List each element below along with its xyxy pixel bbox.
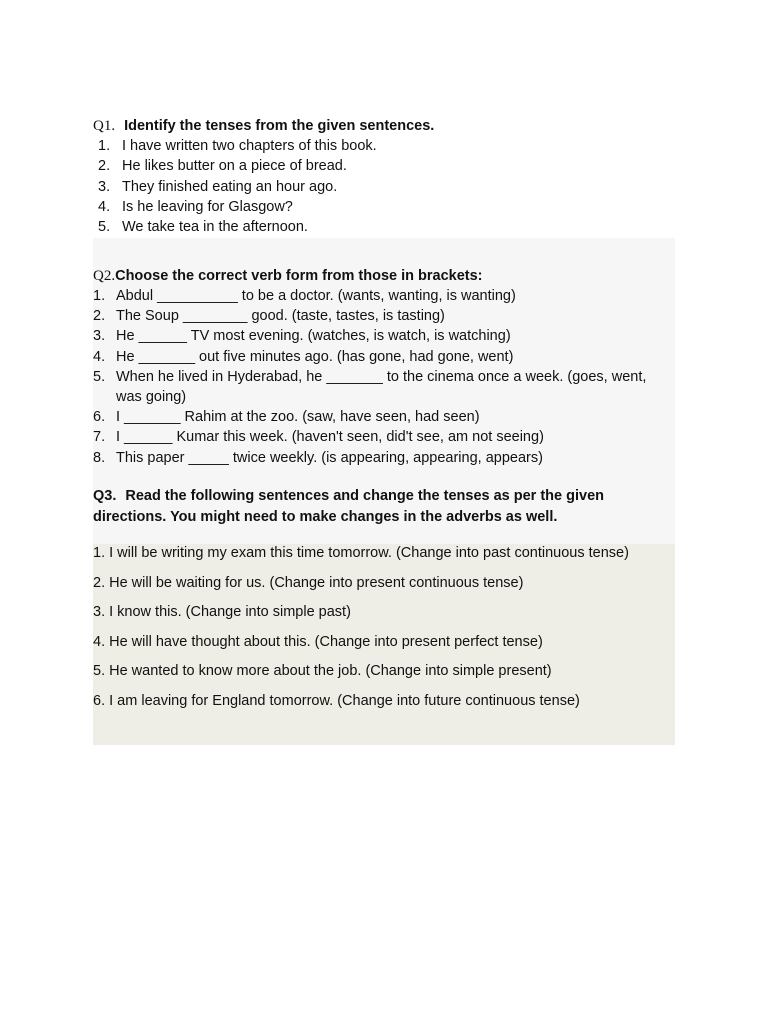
list-item (93, 197, 675, 217)
item-number: 2. (98, 158, 111, 175)
question-1 (93, 116, 675, 237)
question-2-label: Q2. (93, 268, 116, 284)
question-2-heading (93, 266, 675, 286)
list-item: 5. He wanted to know more about the job. (Change into simple present) (93, 663, 552, 680)
item-number: 5. (93, 368, 106, 385)
question-2-list (93, 286, 675, 468)
item-number: 4. (98, 198, 111, 215)
item-number: 1. (98, 138, 111, 154)
question-1-list (93, 136, 675, 237)
item-text: He _______ out five minutes ago. (has gone, had gone, went) (116, 348, 514, 365)
item-text: Abdul __________ to be a doctor. (wants, wanting, is wanting) (116, 288, 516, 304)
item-text: They finished eating an hour ago. (122, 178, 338, 195)
item-text: I have written two chapters of this book. (122, 138, 377, 154)
item-number: 5. (98, 219, 111, 236)
item-text: I ______ Kumar this week. (haven't seen, did't see, am not seeing) (116, 429, 544, 446)
item-number: 2. (93, 308, 106, 325)
item-number: 1. (93, 288, 106, 304)
question-1-label: Q1. (93, 118, 116, 134)
item-number: 4. (93, 348, 106, 365)
item-number: 7. (93, 429, 106, 446)
question-3-list (93, 542, 675, 720)
list-item (93, 326, 675, 346)
list-item (93, 156, 675, 176)
list-item (93, 347, 675, 367)
question-3-title: Read the following sentences and change the tenses as per the given directions. You might need to make changes in the adverbs as well. (93, 488, 604, 525)
list-item: 6. I am leaving for England tomorrow. (Change into future continuous tense) (93, 692, 580, 709)
list-item (93, 448, 675, 468)
list-item (93, 407, 675, 427)
item-text: When he lived in Hyderabad, he _______ to the cinema once a week. (goes, went, was going) (116, 368, 647, 406)
item-text: We take tea in the afternoon. (122, 219, 308, 236)
list-item (93, 367, 675, 407)
list-item (93, 136, 675, 156)
item-number: 6. (93, 409, 106, 426)
item-number: 3. (93, 328, 106, 345)
question-2 (93, 266, 675, 468)
list-item (93, 427, 675, 447)
item-text: He likes butter on a piece of bread. (122, 158, 347, 175)
question-1-title: Identify the tenses from the given sentences. (124, 118, 435, 134)
item-number: 3. (98, 178, 111, 195)
list-item: 1. I will be writing my exam this time tomorrow. (Change into past continuous tense) (93, 545, 629, 561)
question-3-label: Q3. (93, 488, 117, 504)
list-item: 4. He will have thought about this. (Change into present perfect tense) (93, 633, 543, 650)
list-item (93, 217, 675, 237)
list-item: 2. He will be waiting for us. (Change into present continuous tense) (93, 574, 524, 591)
list-item (93, 306, 675, 326)
question-2-title: Choose the correct verb form from those in brackets: (115, 268, 483, 284)
list-item (93, 177, 675, 197)
list-item: 3. I know this. (Change into simple past) (93, 604, 351, 621)
item-text: This paper _____ twice weekly. (is appearing, appearing, appears) (116, 449, 543, 466)
item-text: Is he leaving for Glasgow? (122, 198, 293, 215)
question-1-heading (93, 116, 675, 136)
question-3-heading (93, 486, 633, 528)
list-item (93, 286, 675, 306)
item-text: He ______ TV most evening. (watches, is watch, is watching) (116, 328, 511, 345)
question-3 (93, 486, 633, 528)
item-text: The Soup ________ good. (taste, tastes, is tasting) (116, 308, 445, 325)
item-number: 8. (93, 449, 106, 466)
item-text: I _______ Rahim at the zoo. (saw, have seen, had seen) (116, 409, 480, 426)
